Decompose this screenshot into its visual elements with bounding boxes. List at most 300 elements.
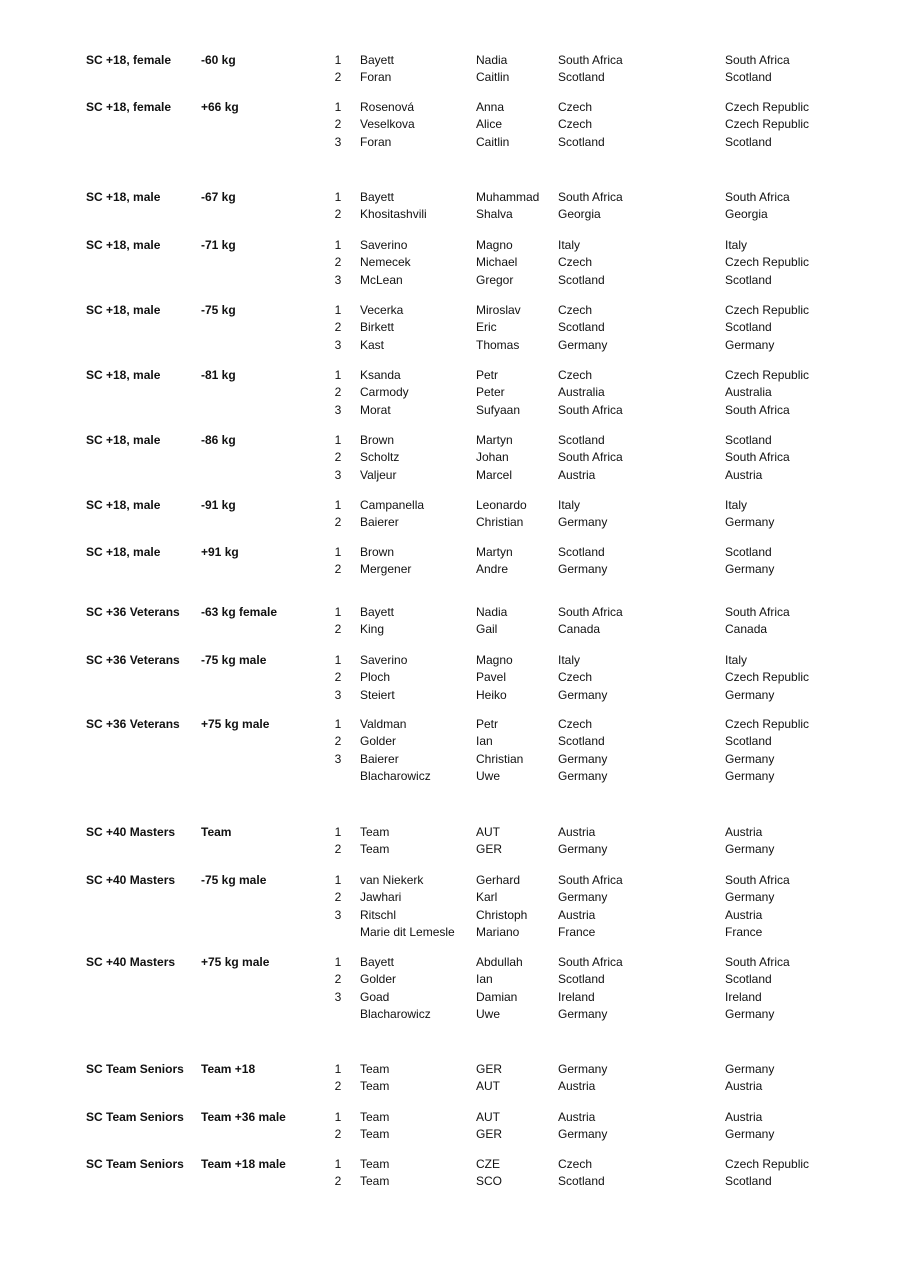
first-name-cell: Mariano <box>476 924 520 939</box>
result-group <box>0 99 900 151</box>
first-name-cell: Gerhard <box>476 873 521 887</box>
weight-class-label: -81 kg <box>201 368 236 382</box>
country-cell: Germany <box>725 687 775 702</box>
first-name-cell: Abdullah <box>476 955 523 969</box>
category-label: SC +36 Veterans <box>86 717 180 731</box>
country-cell: South Africa <box>725 402 790 417</box>
country-cell: Czech Republic <box>725 117 810 132</box>
nation-cell: France <box>558 924 596 939</box>
country-cell: South Africa <box>725 450 790 465</box>
last-name-cell: Kast <box>360 337 385 352</box>
nation-cell: Australia <box>558 385 605 400</box>
last-name-cell: Steiert <box>360 687 395 702</box>
country-cell: Czech Republic <box>725 100 810 114</box>
result-group <box>0 824 900 859</box>
result-row <box>0 319 900 336</box>
rank-cell: 2 <box>334 450 342 465</box>
country-cell: Scotland <box>725 70 772 85</box>
last-name-cell: Team <box>360 1079 390 1094</box>
result-row <box>0 768 900 785</box>
rank-cell: 1 <box>334 368 342 382</box>
weight-class-label: +91 kg <box>201 545 239 559</box>
first-name-cell: Caitlin <box>476 70 510 85</box>
nation-cell: Scotland <box>558 734 605 749</box>
first-name-cell: Marcel <box>476 467 513 482</box>
first-name-cell: Eric <box>476 320 497 335</box>
result-row <box>0 69 900 86</box>
rank-cell: 1 <box>334 1157 342 1171</box>
rank-cell: 3 <box>334 687 342 702</box>
rank-cell: 1 <box>334 303 342 317</box>
nation-cell: Germany <box>558 768 608 783</box>
weight-class-label: +75 kg male <box>201 955 270 969</box>
first-name-cell: Martyn <box>476 433 513 447</box>
rank-cell: 3 <box>334 989 342 1004</box>
result-group <box>0 544 900 579</box>
category-label: SC Team Seniors <box>86 1110 184 1124</box>
rank-cell: 1 <box>334 545 342 559</box>
country-cell: Australia <box>725 385 772 400</box>
nation-cell: Germany <box>558 1062 608 1076</box>
nation-cell: Scotland <box>558 1174 605 1189</box>
first-name-cell: Gail <box>476 622 498 637</box>
country-cell: Czech Republic <box>725 670 810 685</box>
result-row <box>0 467 900 484</box>
result-group <box>0 302 900 354</box>
weight-class-label: -75 kg male <box>201 653 267 667</box>
rank-cell: 1 <box>334 433 342 447</box>
country-cell: Italy <box>725 238 748 252</box>
first-name-cell: Christoph <box>476 907 528 922</box>
first-name-cell: Nadia <box>476 605 508 619</box>
nation-cell: Czech <box>558 100 593 114</box>
nation-cell: Germany <box>558 687 608 702</box>
result-group <box>0 189 900 224</box>
result-row <box>0 544 900 561</box>
result-row <box>0 652 900 669</box>
country-cell: South Africa <box>725 53 790 67</box>
first-name-cell: Martyn <box>476 545 513 559</box>
rank-cell: 3 <box>334 907 342 922</box>
first-name-cell: GER <box>476 1127 503 1142</box>
rank-cell: 3 <box>334 272 342 287</box>
weight-class-label: -60 kg <box>201 53 236 67</box>
nation-cell: Czech <box>558 1157 593 1171</box>
nation-cell: Scotland <box>558 134 605 149</box>
first-name-cell: Karl <box>476 890 498 905</box>
country-cell: Ireland <box>725 989 762 1004</box>
result-row <box>0 889 900 906</box>
result-row <box>0 272 900 289</box>
weight-class-label: Team +18 male <box>201 1157 286 1171</box>
result-row <box>0 402 900 419</box>
rank-cell: 2 <box>334 70 342 85</box>
first-name-cell: SCO <box>476 1174 503 1189</box>
country-cell: Austria <box>725 467 763 482</box>
category-label: SC +18, female <box>86 100 172 114</box>
result-row <box>0 954 900 971</box>
country-cell: Germany <box>725 890 775 905</box>
rank-cell: 1 <box>334 1110 342 1124</box>
country-cell: France <box>725 924 763 939</box>
nation-cell: Scotland <box>558 433 605 447</box>
last-name-cell: Scholtz <box>360 450 400 465</box>
rank-cell: 2 <box>334 972 342 987</box>
result-row <box>0 687 900 704</box>
rank-cell: 2 <box>334 385 342 400</box>
result-group <box>0 1061 900 1096</box>
rank-cell: 1 <box>334 190 342 204</box>
nation-cell: Germany <box>558 890 608 905</box>
nation-cell: Ireland <box>558 989 595 1004</box>
result-row <box>0 841 900 858</box>
weight-class-label: -67 kg <box>201 190 236 204</box>
nation-cell: Scotland <box>558 272 605 287</box>
last-name-cell: Ritschl <box>360 907 397 922</box>
last-name-cell: Brown <box>360 545 395 559</box>
rank-cell: 2 <box>334 1127 342 1142</box>
result-group <box>0 1109 900 1144</box>
last-name-cell: Bayett <box>360 605 395 619</box>
rank-cell: 1 <box>334 53 342 67</box>
nation-cell: South Africa <box>558 605 623 619</box>
rank-cell: 2 <box>334 255 342 270</box>
rank-cell: 1 <box>334 825 342 839</box>
first-name-cell: Petr <box>476 368 499 382</box>
rank-cell: 3 <box>334 134 342 149</box>
country-cell: Germany <box>725 562 775 577</box>
last-name-cell: Marie dit Lemesle <box>360 924 455 939</box>
result-row <box>0 1078 900 1095</box>
category-label: SC +18, male <box>86 190 161 204</box>
first-name-cell: Peter <box>476 385 505 400</box>
country-cell: South Africa <box>725 605 790 619</box>
country-cell: Czech Republic <box>725 1157 810 1171</box>
last-name-cell: Saverino <box>360 238 408 252</box>
last-name-cell: Team <box>360 1062 390 1076</box>
country-cell: Austria <box>725 1079 763 1094</box>
last-name-cell: Bayett <box>360 190 395 204</box>
rank-cell: 2 <box>334 890 342 905</box>
first-name-cell: Uwe <box>476 768 501 783</box>
last-name-cell: van Niekerk <box>360 873 424 887</box>
result-row <box>0 907 900 924</box>
first-name-cell: GER <box>476 842 503 857</box>
rank-cell: 3 <box>334 467 342 482</box>
last-name-cell: Saverino <box>360 653 408 667</box>
nation-cell: Czech <box>558 117 593 132</box>
nation-cell: Czech <box>558 303 593 317</box>
result-row <box>0 514 900 531</box>
result-row <box>0 733 900 750</box>
country-cell: Germany <box>725 1006 775 1021</box>
country-cell: Austria <box>725 907 763 922</box>
result-row <box>0 52 900 69</box>
last-name-cell: Team <box>360 825 390 839</box>
last-name-cell: Veselkova <box>360 117 415 132</box>
weight-class-label: Team +36 male <box>201 1110 286 1124</box>
country-cell: Italy <box>725 653 748 667</box>
result-group <box>0 652 900 704</box>
category-label: SC +18, male <box>86 238 161 252</box>
first-name-cell: Magno <box>476 238 513 252</box>
first-name-cell: Muhammad <box>476 190 540 204</box>
rank-cell: 2 <box>334 117 342 132</box>
country-cell: Scotland <box>725 545 772 559</box>
result-row <box>0 1061 900 1078</box>
category-label: SC +18, male <box>86 498 161 512</box>
result-row <box>0 872 900 889</box>
first-name-cell: AUT <box>476 1079 500 1094</box>
result-group <box>0 716 900 785</box>
category-label: SC +18, female <box>86 53 172 67</box>
category-label: SC +18, male <box>86 545 161 559</box>
first-name-cell: Christian <box>476 515 524 530</box>
last-name-cell: Campanella <box>360 498 425 512</box>
rank-cell: 2 <box>334 320 342 335</box>
nation-cell: Germany <box>558 562 608 577</box>
rank-cell: 1 <box>334 717 342 731</box>
result-row <box>0 751 900 768</box>
result-row <box>0 824 900 841</box>
nation-cell: Scotland <box>558 545 605 559</box>
result-row <box>0 924 900 941</box>
result-row <box>0 254 900 271</box>
result-group <box>0 497 900 532</box>
last-name-cell: Team <box>360 842 390 857</box>
last-name-cell: Valdman <box>360 717 407 731</box>
nation-cell: Italy <box>558 238 581 252</box>
result-row <box>0 116 900 133</box>
nation-cell: Scotland <box>558 320 605 335</box>
nation-cell: Italy <box>558 498 581 512</box>
result-row <box>0 1173 900 1190</box>
rank-cell: 1 <box>334 653 342 667</box>
result-row <box>0 99 900 116</box>
first-name-cell: Michael <box>476 255 518 270</box>
last-name-cell: Foran <box>360 134 392 149</box>
result-group <box>0 367 900 419</box>
nation-cell: Austria <box>558 467 596 482</box>
rank-cell: 2 <box>334 562 342 577</box>
last-name-cell: Jawhari <box>360 890 402 905</box>
weight-class-label: Team <box>201 825 232 839</box>
last-name-cell: Rosenová <box>360 100 415 114</box>
country-cell: Austria <box>725 825 763 839</box>
first-name-cell: Thomas <box>476 337 520 352</box>
first-name-cell: Heiko <box>476 687 507 702</box>
weight-class-label: +66 kg <box>201 100 239 114</box>
first-name-cell: Ian <box>476 734 493 749</box>
rank-cell: 1 <box>334 100 342 114</box>
country-cell: Germany <box>725 768 775 783</box>
rank-cell: 2 <box>334 734 342 749</box>
country-cell: Czech Republic <box>725 255 810 270</box>
last-name-cell: Brown <box>360 433 395 447</box>
result-group <box>0 52 900 87</box>
last-name-cell: Team <box>360 1174 390 1189</box>
result-row <box>0 302 900 319</box>
category-label: SC +36 Veterans <box>86 605 180 619</box>
result-row <box>0 621 900 638</box>
first-name-cell: GER <box>476 1062 503 1076</box>
last-name-cell: Blacharowicz <box>360 1006 431 1021</box>
weight-class-label: -63 kg female <box>201 605 278 619</box>
nation-cell: South Africa <box>558 955 623 969</box>
country-cell: Scotland <box>725 433 772 447</box>
last-name-cell: Bayett <box>360 53 395 67</box>
nation-cell: South Africa <box>558 873 623 887</box>
result-group <box>0 1156 900 1191</box>
result-row <box>0 989 900 1006</box>
result-row <box>0 669 900 686</box>
first-name-cell: Sufyaan <box>476 402 521 417</box>
first-name-cell: Christian <box>476 751 524 766</box>
nation-cell: Austria <box>558 907 596 922</box>
rank-cell: 1 <box>334 498 342 512</box>
nation-cell: Scotland <box>558 972 605 987</box>
last-name-cell: King <box>360 622 385 637</box>
first-name-cell: Andre <box>476 562 509 577</box>
nation-cell: Germany <box>558 842 608 857</box>
result-row <box>0 432 900 449</box>
nation-cell: Czech <box>558 717 593 731</box>
last-name-cell: Team <box>360 1110 390 1124</box>
nation-cell: South Africa <box>558 53 623 67</box>
last-name-cell: Khositashvili <box>360 207 427 222</box>
country-cell: Scotland <box>725 272 772 287</box>
result-row <box>0 189 900 206</box>
country-cell: Germany <box>725 1062 775 1076</box>
nation-cell: South Africa <box>558 402 623 417</box>
category-label: SC Team Seniors <box>86 1062 184 1076</box>
last-name-cell: Mergener <box>360 562 412 577</box>
nation-cell: Austria <box>558 1110 596 1124</box>
first-name-cell: AUT <box>476 825 500 839</box>
rank-cell: 2 <box>334 207 342 222</box>
nation-cell: Germany <box>558 751 608 766</box>
rank-cell: 2 <box>334 1174 342 1189</box>
last-name-cell: Goad <box>360 989 390 1004</box>
first-name-cell: Magno <box>476 653 513 667</box>
rank-cell: 1 <box>334 238 342 252</box>
last-name-cell: Baierer <box>360 515 399 530</box>
last-name-cell: Golder <box>360 972 397 987</box>
result-row <box>0 367 900 384</box>
result-row <box>0 449 900 466</box>
country-cell: Scotland <box>725 972 772 987</box>
country-cell: Germany <box>725 842 775 857</box>
last-name-cell: Birkett <box>360 320 395 335</box>
first-name-cell: Damian <box>476 989 518 1004</box>
result-group <box>0 872 900 941</box>
result-group <box>0 954 900 1023</box>
result-row <box>0 561 900 578</box>
last-name-cell: Baierer <box>360 751 399 766</box>
rank-cell: 1 <box>334 1062 342 1076</box>
result-row <box>0 134 900 151</box>
result-row <box>0 716 900 733</box>
rank-cell: 1 <box>334 873 342 887</box>
country-cell: Germany <box>725 337 775 352</box>
first-name-cell: Nadia <box>476 53 508 67</box>
weight-class-label: Team +18 <box>201 1062 256 1076</box>
nation-cell: Germany <box>558 515 608 530</box>
first-name-cell: Ian <box>476 972 493 987</box>
result-row <box>0 237 900 254</box>
first-name-cell: Shalva <box>476 207 513 222</box>
country-cell: Scotland <box>725 320 772 335</box>
country-cell: Germany <box>725 1127 775 1142</box>
nation-cell: Germany <box>558 337 608 352</box>
nation-cell: South Africa <box>558 450 623 465</box>
nation-cell: South Africa <box>558 190 623 204</box>
country-cell: Scotland <box>725 734 772 749</box>
result-row <box>0 497 900 514</box>
nation-cell: Georgia <box>558 207 601 222</box>
last-name-cell: Ploch <box>360 670 391 685</box>
country-cell: Georgia <box>725 207 768 222</box>
last-name-cell: Valjeur <box>360 467 397 482</box>
result-row <box>0 206 900 223</box>
category-label: SC +40 Masters <box>86 955 176 969</box>
last-name-cell: Foran <box>360 70 392 85</box>
category-label: SC +40 Masters <box>86 873 176 887</box>
nation-cell: Germany <box>558 1127 608 1142</box>
rank-cell: 2 <box>334 842 342 857</box>
first-name-cell: Anna <box>476 100 505 114</box>
last-name-cell: Carmody <box>360 385 409 400</box>
category-label: SC +18, male <box>86 303 161 317</box>
country-cell: Scotland <box>725 1174 772 1189</box>
nation-cell: Canada <box>558 622 601 637</box>
weight-class-label: -91 kg <box>201 498 236 512</box>
first-name-cell: Alice <box>476 117 503 132</box>
weight-class-label: -86 kg <box>201 433 236 447</box>
result-group <box>0 237 900 289</box>
country-cell: South Africa <box>725 955 790 969</box>
nation-cell: Austria <box>558 825 596 839</box>
last-name-cell: Vecerka <box>360 303 404 317</box>
country-cell: Czech Republic <box>725 368 810 382</box>
rank-cell: 2 <box>334 670 342 685</box>
first-name-cell: Uwe <box>476 1006 501 1021</box>
nation-cell: Czech <box>558 670 593 685</box>
country-cell: Italy <box>725 498 748 512</box>
rank-cell: 2 <box>334 1079 342 1094</box>
category-label: SC +36 Veterans <box>86 653 180 667</box>
country-cell: Scotland <box>725 134 772 149</box>
rank-cell: 1 <box>334 955 342 969</box>
first-name-cell: Gregor <box>476 272 514 287</box>
result-row <box>0 1126 900 1143</box>
result-row <box>0 971 900 988</box>
first-name-cell: Miroslav <box>476 303 521 317</box>
last-name-cell: Ksanda <box>360 368 401 382</box>
category-label: SC +40 Masters <box>86 825 176 839</box>
last-name-cell: McLean <box>360 272 403 287</box>
rank-cell: 2 <box>334 622 342 637</box>
first-name-cell: AUT <box>476 1110 500 1124</box>
weight-class-label: -75 kg male <box>201 873 267 887</box>
result-group <box>0 604 900 639</box>
nation-cell: Czech <box>558 368 593 382</box>
first-name-cell: Petr <box>476 717 499 731</box>
result-row <box>0 1109 900 1126</box>
last-name-cell: Team <box>360 1127 390 1142</box>
country-cell: South Africa <box>725 873 790 887</box>
last-name-cell: Nemecek <box>360 255 411 270</box>
